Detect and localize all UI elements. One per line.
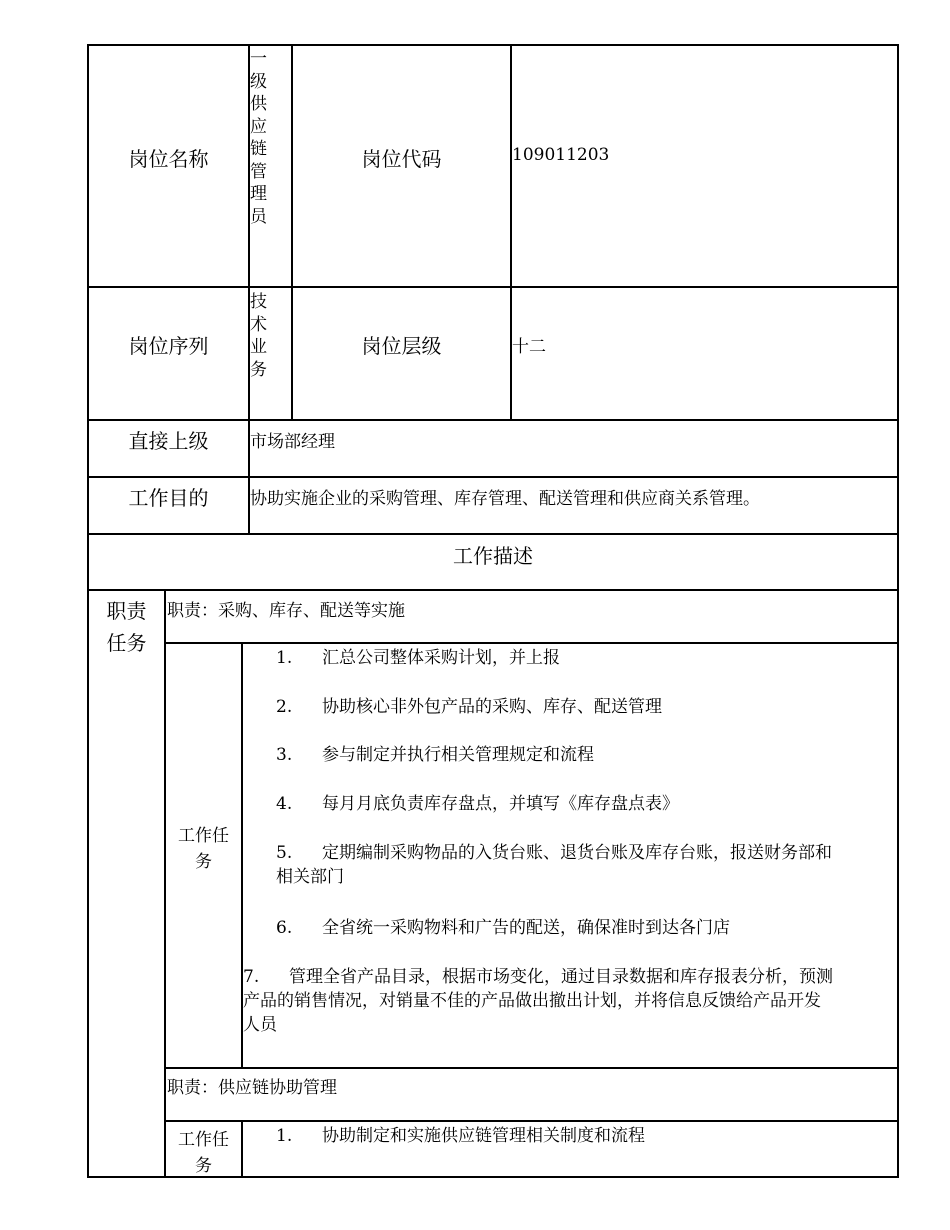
task-item [243, 965, 833, 1037]
col-divider [164, 589, 166, 1178]
row-divider [87, 476, 899, 478]
duty-2-task-label-line2: 务 [195, 1156, 212, 1176]
task-number: 5. [276, 843, 293, 863]
task-item [276, 1124, 645, 1148]
task-item [276, 841, 832, 889]
col-divider [510, 44, 512, 420]
position-name-value: 一级供应链管理员 [250, 49, 267, 227]
task-text: 全省统一采购物料和广告的配送，确保准时到达各门店 [322, 918, 730, 938]
superior-label: 直接上级 [128, 429, 209, 453]
duty-1-task-label-line1: 工作任 [178, 826, 229, 846]
sequence-label: 岗位序列 [128, 334, 209, 358]
duty-2-title: 职责：供应链协助管理 [167, 1078, 337, 1098]
duty-2-task-label-line1: 工作任 [178, 1130, 229, 1150]
task-number: 6. [276, 918, 293, 938]
duty-1-title: 职责：采购、库存、配送等实施 [167, 601, 405, 621]
task-text: 参与制定并执行相关管理规定和流程 [322, 745, 594, 765]
purpose-label: 工作目的 [128, 486, 209, 510]
task-text-cont: 相关部门 [276, 867, 344, 887]
row-divider [87, 533, 899, 535]
task-text: 汇总公司整体采购计划，并上报 [322, 648, 560, 668]
table-border-right [897, 44, 899, 1178]
purpose-value: 协助实施企业的采购管理、库存管理、配送管理和供应商关系管理。 [250, 489, 760, 509]
task-number: 3. [276, 745, 293, 765]
level-value: 十二 [512, 337, 546, 357]
task-text: 协助核心非外包产品的采购、库存、配送管理 [322, 697, 662, 717]
task-number: 7. [243, 967, 260, 987]
row-divider [165, 1120, 899, 1122]
task-item [276, 646, 560, 670]
row-divider [87, 589, 899, 591]
task-text: 定期编制采购物品的入货台账、退货台账及库存台账，报送财务部和 [322, 843, 832, 863]
task-number: 4. [276, 794, 293, 814]
duties-label-line1: 职责 [106, 599, 147, 623]
level-label: 岗位层级 [361, 334, 442, 358]
task-item [276, 792, 679, 816]
col-divider [291, 44, 293, 420]
duty-1-task-label-line2: 务 [195, 852, 212, 872]
task-item [276, 695, 662, 719]
duties-label-line2: 任务 [106, 631, 147, 655]
row-divider [165, 1067, 899, 1069]
row-divider [87, 419, 899, 421]
table-border-top [87, 44, 899, 46]
position-code-value: 109011203 [512, 145, 610, 165]
task-item [276, 916, 730, 940]
row-divider [165, 642, 899, 644]
task-number: 1. [276, 648, 293, 668]
table-border-bottom [87, 1176, 899, 1178]
superior-value: 市场部经理 [250, 432, 335, 452]
row-divider [87, 286, 899, 288]
position-code-label: 岗位代码 [361, 147, 442, 171]
task-number: 2. [276, 697, 293, 717]
position-name-label: 岗位名称 [128, 147, 209, 171]
task-text-cont: 人员 [243, 1015, 277, 1035]
task-number: 1. [276, 1126, 293, 1146]
task-text: 管理全省产品目录，根据市场变化，通过目录数据和库存报表分析，预测 [289, 967, 833, 987]
task-item [276, 743, 594, 767]
task-text-cont: 产品的销售情况，对销量不佳的产品做出撤出计划，并将信息反馈给产品开发 [243, 991, 821, 1011]
task-text: 每月月底负责库存盘点，并填写《库存盘点表》 [322, 794, 679, 814]
sequence-value: 技术业务 [250, 292, 267, 380]
description-title: 工作描述 [453, 544, 533, 568]
task-text: 协助制定和实施供应链管理相关制度和流程 [322, 1126, 645, 1146]
col-divider [241, 1120, 243, 1178]
